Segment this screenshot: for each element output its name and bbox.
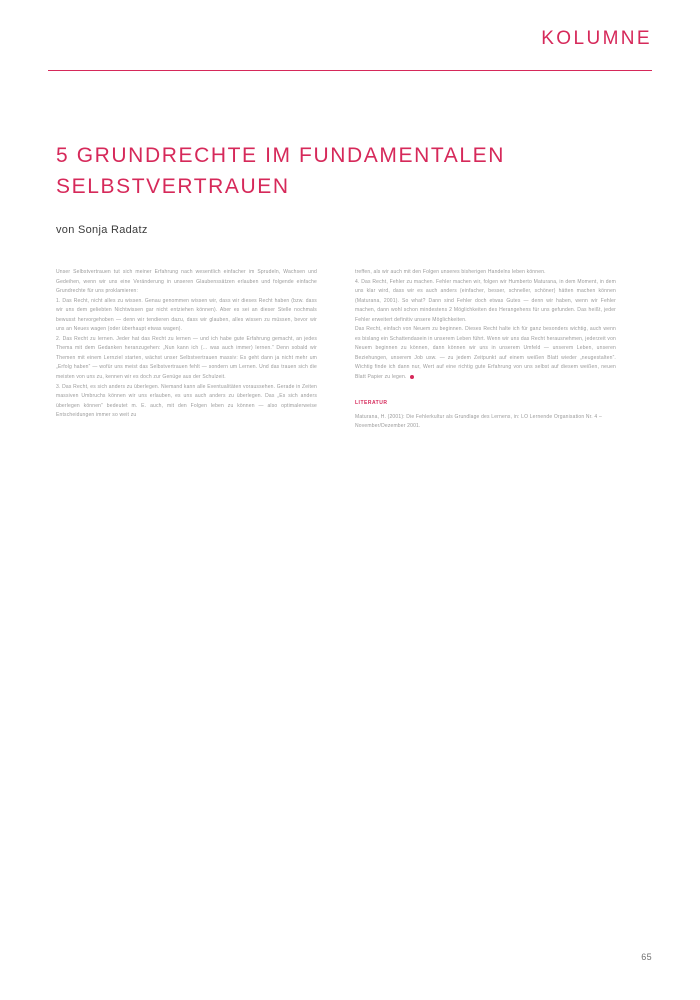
header-divider: [48, 70, 652, 71]
paragraph: 3. Das Recht, es sich anders zu überlegen. Niemand kann alle Eventualitäten voraussehen. Gerade in Zeiten massiven Umbruchs können wir uns erlauben, es uns auch anders zu überlegen. Das „Es sich anders überlegen können“ bedeutet m. E. auch, mit den Folgen leben zu können — also optimalerweise Entscheidungen immer so weit zu: [56, 383, 317, 419]
paragraph: 4. Das Recht, Fehler zu machen. Fehler machen wir, folgen wir Humberto Maturana, in dem Moment, in dem uns klar wird, dass wir es auch anders (einfacher, besser, schneller, schöner) hätten machen können (Maturana, 2001). So what? Dann sind Fehler doch etwas Gutes — denn wir haben, wenn wir Fehler machen, dann wohl schon mindestens 2 Möglichkeiten des Herangehens für uns gefunden. Das heißt, jeder Fehler erweitert definitiv unsere Möglichkeiten.: [355, 278, 616, 323]
paragraph: 1. Das Recht, nicht alles zu wissen. Genau genommen wissen wir, dass wir dieses Recht haben (bzw. dass wir uns dem geliebten Nichtwissen gar nicht entziehen können). Aber es sei an dieser Stelle nochmals bewusst hervorgehoben — denn wir tendieren dazu, dass wir glauben, alles wissen zu müssen, bevor wir uns an Neues wagen (oder überhaupt etwas wagen).: [56, 297, 317, 333]
column-left: [56, 268, 317, 432]
end-of-article-dot-icon: [410, 375, 414, 379]
body-columns: [56, 268, 616, 432]
paragraph: treffen, als wir auch mit den Folgen unseres bisherigen Handelns leben können.: [355, 269, 546, 275]
page-title: 5 GRUNDRECHTE IM FUNDAMENTALEN SELBSTVERTRAUEN: [56, 144, 505, 198]
section-label: KOLUMNE: [541, 28, 652, 49]
paragraph-final: [355, 325, 616, 382]
paragraph-text: Das Recht, einfach von Neuem zu beginnen. Dieses Recht halte ich für ganz besonders wichtig, auch wenn es bislang ein Schattendasein in unserem Leben führt. Wenn wir uns das Recht herausnehmen, jederzeit von Neuem beginnen zu können, dann können wir uns in unserem Umfeld — unserem Leben, unseren Beziehungen, unserem Job usw. — zu jedem Zeitpunkt auf einem weißen Blatt wieder „neugestalten“. Wichtig finde ich dann nur, Wert auf eine richtig gute Erfahrung von uns selbst auf diesem weißen, neuen Blatt Papier zu legen.: [355, 326, 616, 381]
column-right: [355, 268, 616, 432]
paragraph: 2. Das Recht zu lernen. Jeder hat das Recht zu lernen — und ich habe gute Erfahrung gemacht, an jedes Thema mit dem Gedanken heranzugehen: „Nun kann ich (... was auch immer) lernen.“ Denn sobald wir Themen mit einem Lernziel starten, wächst unser Selbstvertrauen massiv: Es geht dann ja nicht mehr um „Erfolg haben“ — wofür uns meist das Selbstvertrauen fehlt — sondern um Lernen. Und das trauen sich die meisten von uns zu, kennen wir es doch zur Genüge aus der Schulzeit.: [56, 335, 317, 381]
title-block: [56, 140, 596, 236]
literature-entry: Maturana, H. (2001): Die Fehlerkultur als Grundlage des Lernens, in: LO Lernende Organisation Nr. 4 – November/Dezember 2001.: [355, 413, 602, 430]
paragraph: Unser Selbstvertrauen tut sich meiner Erfahrung nach wesentlich einfacher im Sprudeln, Wachsen und Gedeihen, wenn wir uns eine Veränderung in unseren Glaubenssätzen erlauben und folgende einfache Grundrechte für uns proklamieren:: [56, 269, 317, 295]
byline: von Sonja Radatz: [56, 224, 148, 236]
page-number: 65: [641, 952, 652, 962]
literature-heading: LITERATUR: [355, 399, 388, 406]
